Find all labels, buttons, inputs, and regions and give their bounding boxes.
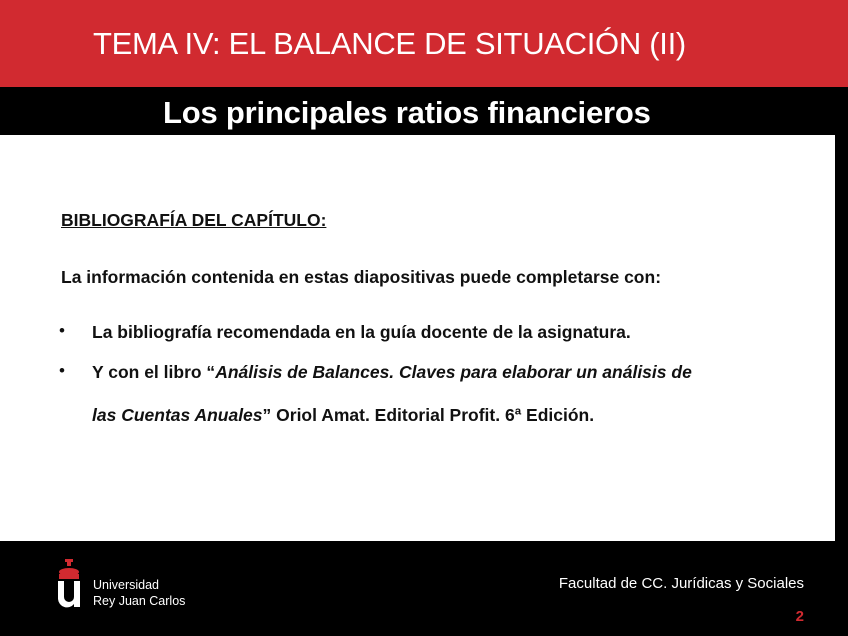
slide-content (0, 135, 835, 541)
book-title-line2: las Cuentas Anuales (92, 405, 263, 425)
bibliography-heading: BIBLIOGRAFÍA DEL CAPÍTULO: (61, 210, 327, 230)
bullet-marker: • (59, 321, 65, 340)
faculty-name: Facultad de CC. Jurídicas y Sociales (558, 575, 804, 592)
university-name (93, 577, 185, 609)
bullet-item-2-continuation (92, 405, 594, 426)
university-crest-icon (54, 559, 84, 609)
intro-text: La información contenida en estas diapositivas puede completarse con: (61, 267, 662, 287)
university-name-line2: Rey Juan Carlos (93, 594, 186, 608)
bullet-item-1: La bibliografía recomendada en la guía docente de la asignatura. (92, 322, 631, 342)
slide-title: TEMA IV: EL BALANCE DE SITUACIÓN (II) (93, 26, 686, 61)
bullet-item-2-tail: ” Oriol Amat. Editorial Profit. 6ª Edición. (262, 405, 595, 425)
slide-subtitle: Los principales ratios financieros (163, 95, 651, 130)
bullet-item-2 (92, 362, 692, 383)
book-title-line1: Análisis de Balances. Claves para elaborar un análisis de (215, 362, 692, 382)
bullet-marker: • (59, 361, 65, 380)
page-number: 2 (795, 608, 804, 625)
footer (0, 541, 848, 636)
title-bar (0, 0, 848, 87)
right-edge-strip (835, 135, 848, 541)
bullet-item-2-lead: Y con el libro “ (92, 362, 216, 382)
university-name-line1: Universidad (93, 578, 160, 592)
subtitle-bar (0, 87, 848, 135)
